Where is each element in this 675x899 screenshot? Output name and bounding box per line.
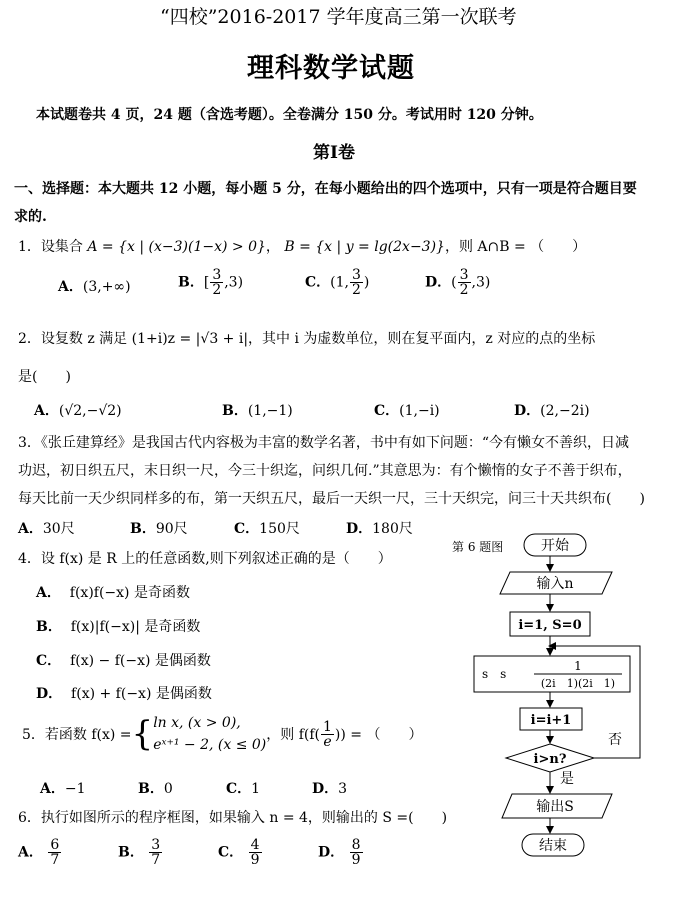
section-heading-line2: 求的. bbox=[14, 209, 47, 225]
flow-increment: i=i+1 bbox=[530, 713, 572, 728]
flow-update-s-den: (2i 1)(2i 1) bbox=[540, 677, 616, 690]
q6-option-c: C． $\frac{4}{9}$ bbox=[218, 837, 260, 868]
q5-cases: ln x, (x > 0), eˣ⁺¹ − 2, (x ≤ 0) bbox=[153, 715, 267, 754]
q5-option-b: B．0 bbox=[138, 781, 173, 797]
q6-option-b: B． $\frac{3}{7}$ bbox=[118, 837, 161, 868]
flow-init: i=1, S=0 bbox=[518, 618, 582, 633]
q4-option-c: C． f(x) − f(−x) 是偶函数 bbox=[36, 653, 211, 669]
q2-option-a: A．(√2,−√2) bbox=[34, 403, 122, 419]
question-2-stem-cont: 是( ) bbox=[18, 369, 71, 385]
q1-ask: ，则 A∩B = （ ） bbox=[444, 239, 587, 255]
q3-option-a: A．30尺 bbox=[18, 521, 75, 537]
flow-yes-label: 是 bbox=[560, 771, 574, 787]
flow-update-s-left: s s bbox=[482, 667, 507, 681]
q5-option-d: D．3 bbox=[312, 781, 348, 797]
q3-option-b: B．90尺 bbox=[130, 521, 188, 537]
q6-option-d: D． $\frac{8}{9}$ bbox=[318, 837, 361, 868]
q2-option-c: C．(1,−i) bbox=[374, 403, 440, 419]
instructions: 本试题卷共 4 页，24 题（含选考题）。全卷满分 150 分。考试用时 120 分钟。 bbox=[36, 107, 543, 123]
q5-brace: { bbox=[131, 714, 154, 755]
q2-option-d: D．(2,−2i) bbox=[514, 403, 590, 419]
q4-option-a: A． f(x)f(−x) 是奇函数 bbox=[36, 585, 190, 601]
q3-option-c: C．150尺 bbox=[234, 521, 300, 537]
q5-option-a: A．−1 bbox=[40, 781, 86, 797]
question-2-stem: 2．设复数 z 满足 (1+i)z = |√3 + i|，其中 i 为虚数单位，则在复平面内，z 对应的点的坐标 bbox=[18, 331, 596, 347]
flow-output: 输出S bbox=[536, 799, 574, 815]
q1-option-b: B．[ $\frac{3}{2}$ ,3) bbox=[178, 267, 244, 298]
section-heading-line1: 一、选择题：本大题共 12 小题，每小题 5 分，在每小题给出的四个选项中，只有一项是符合题目要 bbox=[14, 181, 637, 197]
q5-prefix: 5．若函数 f(x) = bbox=[22, 727, 132, 744]
subject-title: 理科数学试题 bbox=[247, 53, 415, 84]
flow-start: 开始 bbox=[541, 538, 569, 554]
flow-condition: i>n? bbox=[533, 752, 567, 767]
q6-option-a: A． $\frac{6}{7}$ bbox=[18, 837, 60, 868]
q1-option-d: D．( $\frac{3}{2}$ ,3) bbox=[425, 267, 491, 298]
q3-option-d: D．180尺 bbox=[346, 521, 413, 537]
q2-option-b: B．(1,−1) bbox=[222, 403, 293, 419]
question-6-stem: 6．执行如图所示的程序框图，如果输入 n = 4，则输出的 S =( ) bbox=[18, 810, 448, 826]
volume-heading: 第Ⅰ卷 bbox=[313, 143, 355, 163]
question-3-line2: 功迟，初日织五尺，末日织一尺，今三十织迄，问织几何.”其意思为：有个懒惰的女子不善于织布， bbox=[18, 463, 632, 479]
q1-set-b: B = {x | y = lg(2x−3)} bbox=[284, 239, 445, 255]
q1-option-a: A．(3,+∞) bbox=[58, 279, 131, 295]
question-1-stem: 1．设集合 A = {x | (x−3)(1−x) > 0}， B = {x | y = lg(2x−3)}，则 A∩B = （ ） bbox=[18, 239, 587, 255]
flowchart-caption: 第 6 题图 bbox=[452, 540, 504, 554]
q1-set-a: A = {x | (x−3)(1−x) > 0} bbox=[87, 239, 266, 255]
question-4-stem: 4．设 f(x) 是 R 上的任意函数,则下列叙述正确的是（ ） bbox=[18, 551, 392, 567]
q4-option-b: B． f(x)|f(−x)| 是奇函数 bbox=[36, 619, 201, 635]
q1-prefix: 1．设集合 bbox=[18, 239, 83, 255]
q4-option-d: D． f(x) + f(−x) 是偶函数 bbox=[36, 686, 212, 702]
q5-option-c: C．1 bbox=[226, 781, 261, 797]
flow-no-label: 否 bbox=[608, 732, 622, 748]
flowchart bbox=[440, 530, 660, 870]
flow-update-s-num: 1 bbox=[574, 659, 582, 673]
flow-end: 结束 bbox=[539, 838, 567, 854]
q1-option-c: C．(1, $\frac{3}{2}$ ) bbox=[305, 267, 370, 298]
flow-input: 输入n bbox=[536, 576, 574, 592]
question-3-line1: 3．《张丘建算经》是我国古代内容极为丰富的数学名著，书中有如下问题：“今有懒女不善织，日减 bbox=[18, 435, 630, 451]
question-3-line3: 每天比前一天少织同样多的布，第一天织五尺，最后一天织一尺，三十天织完，问三十天共织布( ) bbox=[18, 491, 645, 507]
question-5-stem: 5．若函数 f(x) = { ln x, (x > 0), eˣ⁺¹ − 2, (x ≤ 0) ，则 f(f( $\frac{1}{e}$ )) = （ ） bbox=[22, 712, 422, 757]
exam-title: “四校”2016-2017 学年度高三第一次联考 bbox=[160, 6, 517, 28]
